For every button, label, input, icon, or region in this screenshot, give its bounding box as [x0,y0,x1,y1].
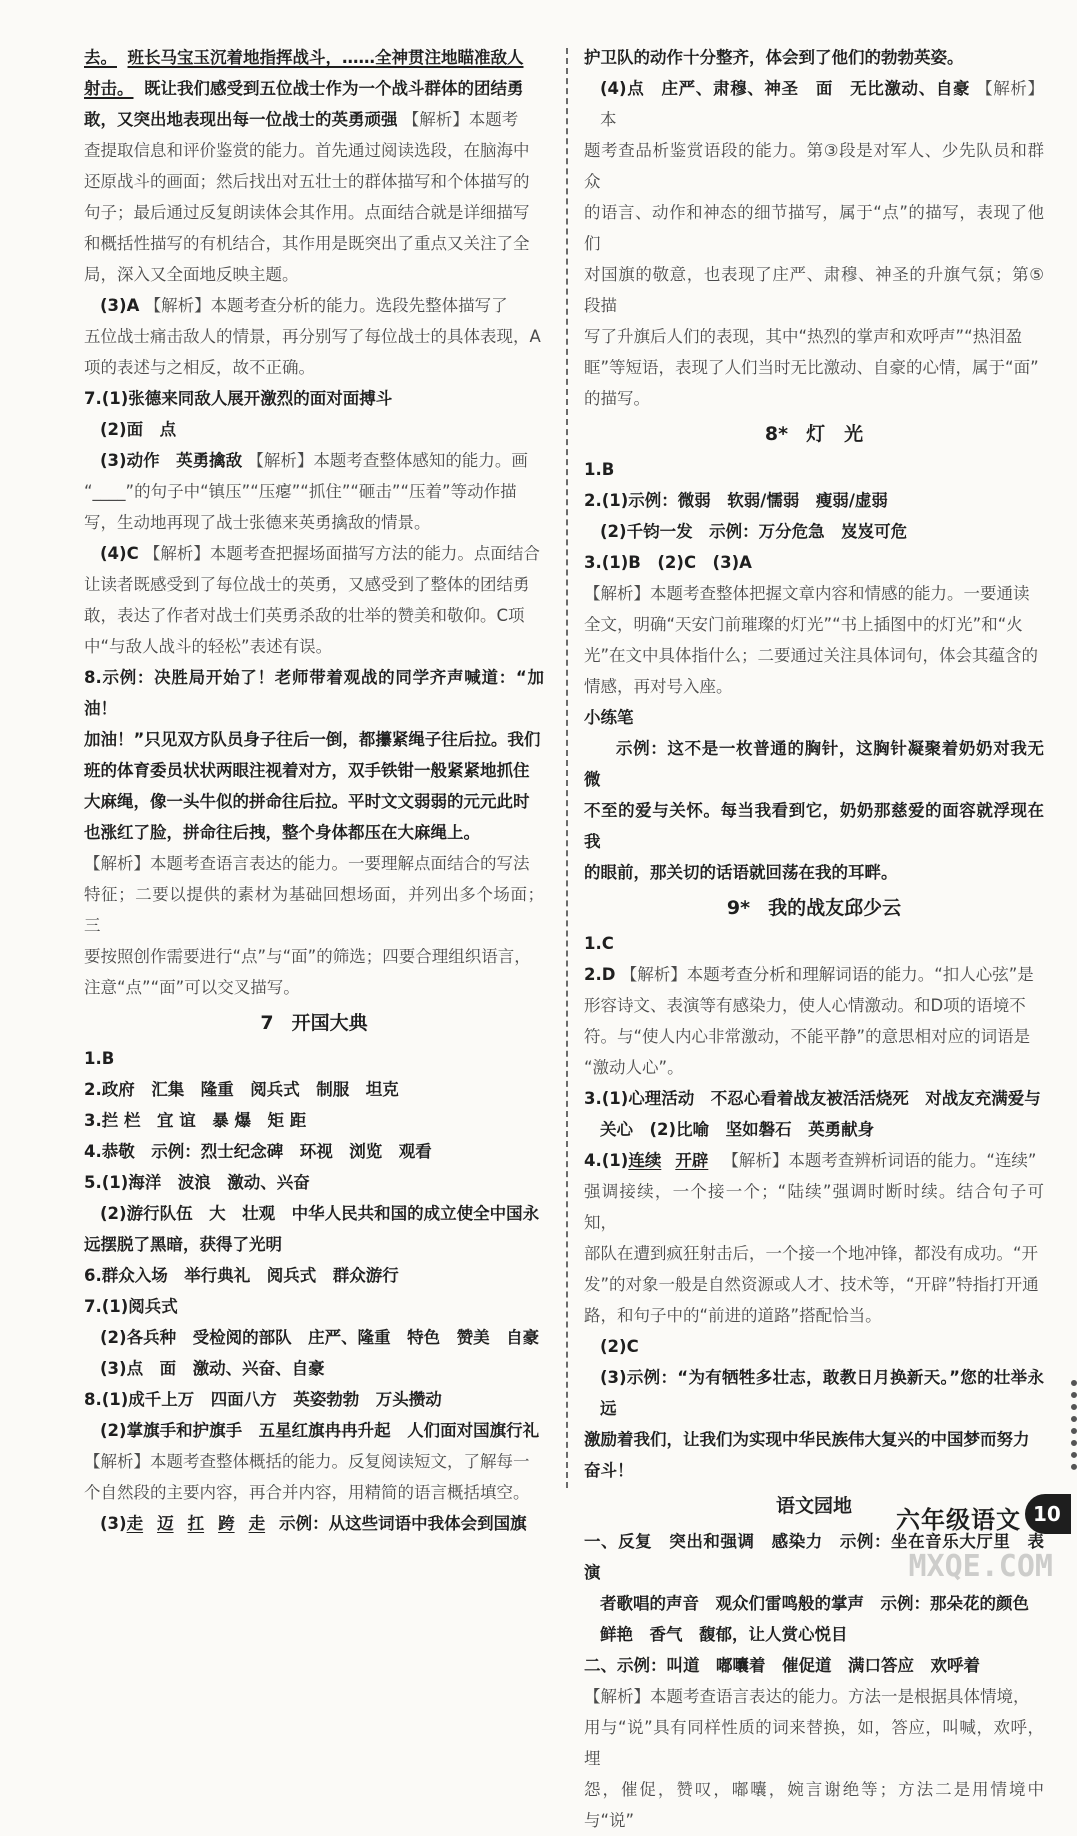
text-line: 要按照创作需要进行“点”与“面”的筛选；四要合理组织语言， [84,947,531,966]
answer-line: 的眼前，那关切的话语就回荡在我的耳畔。 [584,863,898,882]
answer-line: 不至的爱与关怀。每当我看到它，奶奶那慈爱的面容就浮现在我 [584,801,1044,851]
text-line: 【解析】本题考查语言表达的能力。方法一是根据具体情境， [584,1687,1030,1706]
answer-line: (2)面 点 [100,420,177,439]
answer-line: (2)掌旗手和护旗手 五星红旗冉冉升起 人们面对国旗行礼 [100,1421,540,1440]
subsection-label: 小练笔 [584,708,634,727]
text-line: 全文，明确“天安门前璀璨的灯光”“书上插图中的灯光”和“火 [584,615,1023,634]
text-line: 光”在文中具体指什么；二要通过关注具体词句，体会其蕴含的 [584,646,1039,665]
text-line: 和概括性描写的有机结合，其作用是既突出了重点又关注了全 [84,234,530,253]
section-heading: 语文园地 [775,1495,852,1517]
answer-line: 6.群众入场 举行典礼 阅兵式 群众游行 [84,1266,399,1285]
answer-line: 护卫队的动作十分整齐，体会到了他们的勃勃英姿。 [584,48,964,67]
answer-line: 一、反复 突出和强调 感染力 示例：坐在音乐大厅里 表演 [584,1532,1044,1582]
text-line: 怨，催促，赞叹，嘟囔，婉言谢绝等；方法二是用情境中与“说” [584,1780,1044,1830]
section-heading: 8* 灯 光 [764,423,864,445]
text-line: 中“与敌人战斗的轻松”表述有误。 [84,637,333,656]
text-line: “____”的句子中“镇压”“压瘪”“抓住”“砸击”“压着”等动作描 [84,482,517,501]
answer-line: (2)千钧一发 示例：万分危急 岌岌可危 [600,522,908,541]
answer-line: 4.(1)连续 开辟 【解析】本题考查辨析词语的能力。“连续” [584,1151,1037,1170]
text-line: 路，和句子中的“前进的道路”搭配恰当。 [584,1306,882,1325]
answer-line: 1.C [584,934,614,953]
answer-line: 7.(1)张德来同敌人展开激烈的面对面搏斗 [84,389,393,408]
text-line: 【解析】本题考查整体概括的能力。反复阅读短文，了解每一 [84,1452,530,1471]
text-line: 五位战士痛击敌人的情景，再分别写了每位战士的具体表现，A [84,327,541,346]
answer-line: 也涨红了脸，拼命往后拽，整个身体都压在大麻绳上。 [84,823,480,842]
answer-line: 1.B [84,1049,115,1068]
answer-line: (3)示例：“为有牺牲多壮志，敢教日月换新天。”您的壮举永远 [600,1368,1044,1418]
answer-line: 远摆脱了黑暗，获得了光明 [84,1235,282,1254]
text-line: 特征；二要以提供的素材为基础回想场面，并列出多个场面；三 [84,885,544,935]
answer-line: (4)C 【解析】本题考查把握场面描写方法的能力。点面结合 [100,544,540,563]
text-line: 去。 班长马宝玉沉着地指挥战斗，……全神贯注地瞄准敌人 [84,48,524,67]
answer-line: 二、示例：叫道 嘟囔着 催促道 满口答应 欢呼着 [584,1656,980,1675]
text-line: 项的表述与之相反，故不正确。 [84,358,315,377]
answer-line: 4.恭敬 示例：烈士纪念碑 环视 浏览 观看 [84,1142,432,1161]
page-edge-mark [1063,1380,1077,1470]
left-column [84,42,544,1539]
page-number: 10 [1025,1494,1071,1534]
section-heading: 7 开国大典 [260,1012,368,1034]
text-line: 注意“点”“面”可以交叉描写。 [84,978,300,997]
answer-line: (3)走 迈 扛 跨 走 示例：从这些词语中我体会到国旗 [100,1514,527,1533]
text-line: 用与“说”具有同样性质的词来替换，如，答应，叫喊，欢呼，埋 [584,1718,1044,1768]
answer-line: 2.D 【解析】本题考查分析和理解词语的能力。“扣人心弦”是 [584,965,1034,984]
answer-line: (2)C [600,1337,639,1356]
answer-line: 7.(1)阅兵式 [84,1297,178,1316]
answer-line: 大麻绳，像一头牛似的拼命往后拉。平时文文弱弱的元元此时 [84,792,530,811]
answer-line: 3.(1)心理活动 不忍心看着战友被活活烧死 对战友充满爱与 [584,1089,1041,1108]
text-line: 题考查品析鉴赏语段的能力。第③段是对军人、少先队员和群众 [584,141,1044,191]
text-line: 强调接续，一个接一个；“陆续”强调时断时续。结合句子可知， [584,1182,1044,1232]
answer-line: 2.政府 汇集 隆重 阅兵式 制服 坦克 [84,1080,399,1099]
text-line: 的描写。 [584,389,650,408]
column-divider [566,48,568,1488]
text-line: 眶”等短语，表现了人们当时无比激动、自豪的心情，属于“面” [584,358,1039,377]
answer-line: 激励着我们，让我们为实现中华民族伟大复兴的中国梦而努力 [584,1430,1030,1449]
answer-line: (2)各兵种 受检阅的部队 庄严、隆重 特色 赞美 自豪 [100,1328,540,1347]
text-line: 写，生动地再现了战士张德来英勇擒敌的情景。 [84,513,431,532]
text-line: 局，深入又全面地反映主题。 [84,265,299,284]
answer-line: 奋斗！ [584,1461,634,1480]
answer-line: (2)游行队伍 大 壮观 中华人民共和国的成立使全中国永 [100,1204,540,1223]
answer-line: 3.(1)B (2)C (3)A [584,553,752,572]
text-line: 敢，又突出地表现出每一位战士的英勇顽强 【解析】本题考 [84,110,519,129]
answer-line: 示例：这不是一枚普通的胸针，这胸针凝聚着奶奶对我无微 [584,739,1044,789]
answer-line: 8.示例：决胜局开始了！老师带着观战的同学齐声喊道：“加油！ [84,668,544,718]
text-line: 对国旗的敬意，也表现了庄严、肃穆、神圣的升旗气氛；第⑤段描 [584,265,1044,315]
text-line: 个自然段的主要内容，再合并内容，用精简的语言概括填空。 [84,1483,530,1502]
text-line: 形容诗文、表演等有感染力，使人心情激动。和D项的语境不 [584,996,1026,1015]
text-line: 让读者既感受到了每位战士的英勇，又感受到了整体的团结勇 [84,575,530,594]
text-line: 射击。 既让我们感受到五位战士作为一个战斗群体的团结勇 [84,79,524,98]
answer-line: 者歌唱的声音 观众们雷鸣般的掌声 示例：那朵花的颜色 [600,1594,1029,1613]
section-heading: 9* 我的战友邱少云 [726,897,902,919]
text-line: 敢，表达了作者对战士们英勇杀敌的壮举的赞美和敬仰。C项 [84,606,525,625]
text-line: 发”的对象一般是自然资源或人才、技术等，“开辟”特指打开通 [584,1275,1039,1294]
answer-line: 班的体育委员状状两眼注视着对方，双手铁钳一般紧紧地抓住 [84,761,530,780]
text-line: 【解析】本题考查整体把握文章内容和情感的能力。一要通读 [584,584,1030,603]
text-line: 【解析】本题考查语言表达的能力。一要理解点面结合的写法 [84,854,530,873]
text-line: 部队在遭到疯狂射击后，一个接一个地冲锋，都没有成功。“开 [584,1244,1039,1263]
watermark: MXQE.COM [908,1549,1053,1584]
text-line: 的语言、动作和神态的细节描写，属于“点”的描写，表现了他们 [584,203,1044,253]
answer-line: (3)点 面 激动、兴奋、自豪 [100,1359,325,1378]
text-line: 符。与“使人内心非常激动，不能平静”的意思相对应的词语是 [584,1027,1031,1046]
text-line: 还原战斗的画面；然后找出对五壮士的群体描写和个体描写的 [84,172,530,191]
answer-line: (3)动作 英勇擒敌 【解析】本题考查整体感知的能力。画 [100,451,528,470]
answer-line: (4)点 庄严、肃穆、神圣 面 无比激动、自豪 【解析】本 [600,79,1045,129]
text-line: 句子；最后通过反复朗读体会其作用。点面结合就是详细描写 [84,203,530,222]
footer-subject: 六年级语文 [896,1506,1021,1534]
text-line: 写了升旗后人们的表现，其中“热烈的掌声和欢呼声”“热泪盈 [584,327,1023,346]
answer-line: 加油！”只见双方队员身子往后一倒，都攥紧绳子往后拉。我们 [84,730,541,749]
answer-line: 1.B [584,460,615,479]
answer-line: 鲜艳 香气 馥郁，让人赏心悦目 [600,1625,848,1644]
text-line: (3)A 【解析】本题考查分析的能力。选段先整体描写了 [100,296,508,315]
text-line: “激动人心”。 [584,1058,684,1077]
answer-line: 8.(1)成千上万 四面八方 英姿勃勃 万头攒动 [84,1390,442,1409]
text-line: 查提取信息和评价鉴赏的能力。首先通过阅读选段，在脑海中 [84,141,530,160]
text-line: 情感，再对号入座。 [584,677,733,696]
answer-line: 3.拦 栏 宜 谊 暴 爆 矩 距 [84,1111,307,1130]
answer-line: 5.(1)海洋 波浪 激动、兴奋 [84,1173,310,1192]
answer-line: 关心 (2)比喻 坚如磐石 英勇献身 [600,1120,875,1139]
answer-line: 2.(1)示例：微弱 软弱/懦弱 瘦弱/虚弱 [584,491,888,510]
